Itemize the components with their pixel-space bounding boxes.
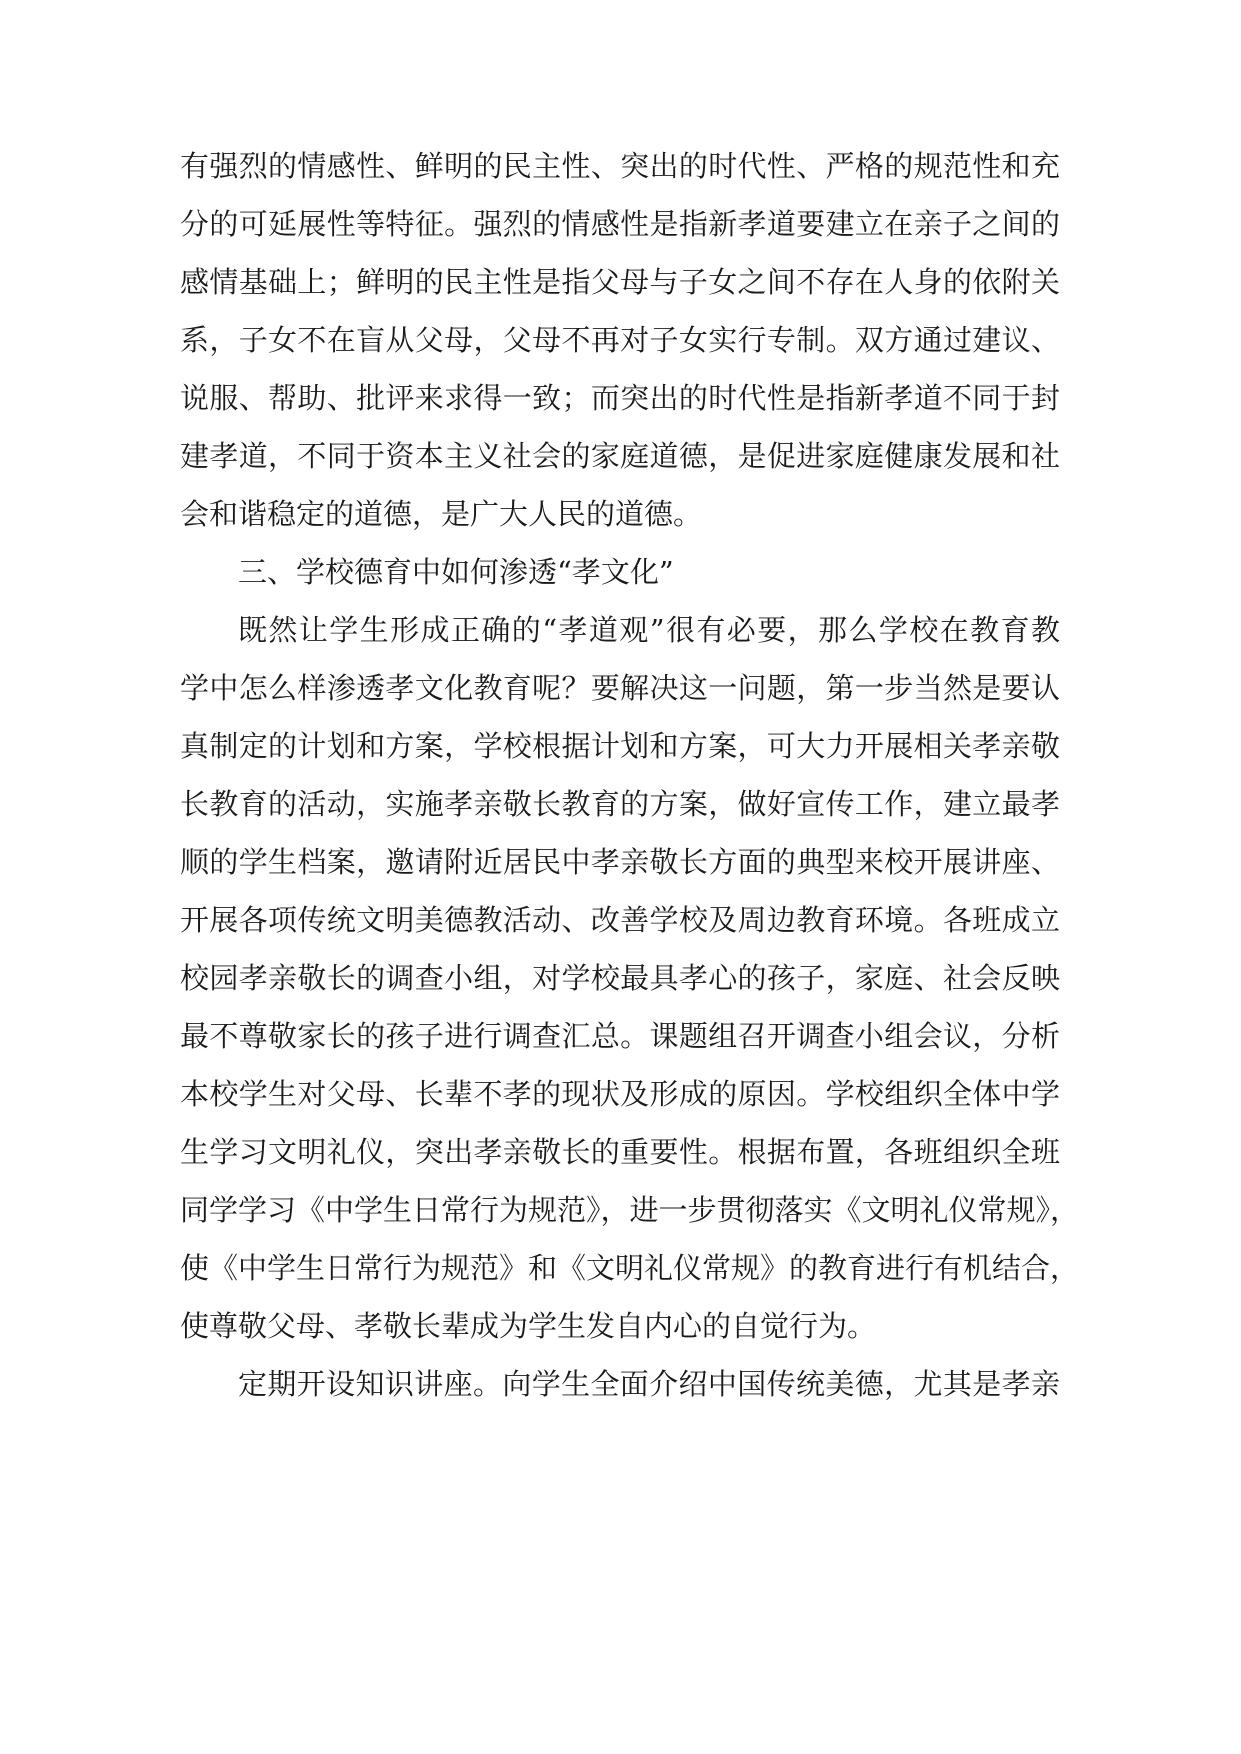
text-line: 有强烈的情感性、鲜明的民主性、突出的时代性、严格的规范性和充: [180, 149, 1060, 183]
text-line: 建孝道，不同于资本主义社会的家庭道德，是促进家庭健康发展和社: [180, 439, 1060, 473]
text-line: 感情基础上；鲜明的民主性是指父母与子女之间不存在人身的依附关: [180, 265, 1060, 299]
text-line: 校园孝亲敬长的调查小组，对学校最具孝心的孩子，家庭、社会反映: [180, 961, 1060, 995]
text-line: 系，子女不在盲从父母，父母不再对子女实行专制。双方通过建议、: [180, 323, 1060, 357]
text-line: 学中怎么样渗透孝文化教育呢？要解决这一问题，第一步当然是要认: [180, 671, 1060, 705]
section-heading: 三、学校德育中如何渗透“孝文化”: [238, 555, 674, 589]
text-line: 使《中学生日常行为规范》和《文明礼仪常规》的教育进行有机结合，: [180, 1251, 1080, 1285]
text-line: 长教育的活动，实施孝亲敬长教育的方案，做好宣传工作，建立最孝: [180, 787, 1060, 821]
text-line: 最不尊敬家长的孩子进行调查汇总。课题组召开调查小组会议，分析: [180, 1019, 1060, 1053]
text-line: 定期开设知识讲座。向学生全面介绍中国传统美德，尤其是孝亲: [238, 1367, 1060, 1401]
text-line: 既然让学生形成正确的“孝道观”很有必要，那么学校在教育教: [238, 613, 1060, 647]
text-line: 分的可延展性等特征。强烈的情感性是指新孝道要建立在亲子之间的: [180, 207, 1060, 241]
text-line: 真制定的计划和方案，学校根据计划和方案，可大力开展相关孝亲敬: [180, 729, 1060, 763]
text-line: 同学学习《中学生日常行为规范》，进一步贯彻落实《文明礼仪常规》，: [180, 1193, 1080, 1227]
text-line: 生学习文明礼仪，突出孝亲敬长的重要性。根据布置，各班组织全班: [180, 1135, 1060, 1169]
text-line: 会和谐稳定的道德，是广大人民的道德。: [180, 497, 703, 531]
text-line: 开展各项传统文明美德教活动、改善学校及周边教育环境。各班成立: [180, 903, 1060, 937]
text-line: 说服、帮助、批评来求得一致；而突出的时代性是指新孝道不同于封: [180, 381, 1060, 415]
text-line: 顺的学生档案，邀请附近居民中孝亲敬长方面的典型来校开展讲座、: [180, 845, 1060, 879]
text-line: 使尊敬父母、孝敬长辈成为学生发自内心的自觉行为。: [180, 1309, 877, 1343]
text-line: 本校学生对父母、长辈不孝的现状及形成的原因。学校组织全体中学: [180, 1077, 1060, 1111]
